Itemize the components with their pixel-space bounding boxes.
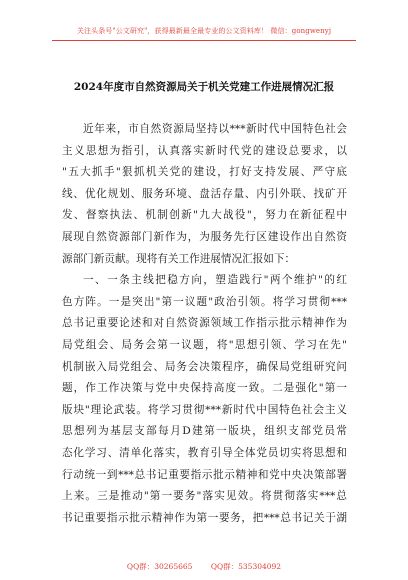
footer-contact (0, 561, 408, 572)
body-line: 局党组会、局务会第一议题，将"思想引领、学习在先" (62, 338, 347, 351)
body-line: 展现自然资源部门新作为，为服务先行区建设作出自然资 (62, 230, 347, 243)
body-line: 上来。三是推动"第一要务"落实见效。将贯彻落实***总 (62, 490, 347, 503)
body-line: 一、一条主线把稳方向，塑造践行"两个维护"的红 (83, 274, 347, 287)
document-title: 2024年度市自然资源局关于机关党建工作进展情况汇报 (73, 81, 335, 93)
body-line: 总书记重要论述和对自然资源领域工作指示批示精神作为 (62, 317, 347, 330)
body-line: 态化学习、清单化落实，教育引导全体党员切实将思想和 (62, 446, 347, 459)
qq-group-2 (211, 562, 281, 571)
body-line: 版块"理论武装。将学习贯彻***新时代中国特色社会主义 (62, 403, 347, 416)
qq-group-1 (127, 562, 193, 571)
document-body (62, 119, 347, 529)
body-line: 发、督察执法、机制创新"九大战役"，努力在新征程中 (62, 209, 347, 222)
qq-label: QQ群： (126, 562, 155, 571)
body-line: "五大抓手"狠抓机关党的建设，打好支持发展、严守底 (62, 166, 347, 179)
body-line: 色方阵。一是突出"第一议题"政治引领。将学习贯彻*** (62, 295, 347, 308)
body-line: 主义思想为指引，认真落实新时代党的建设总要求，以 (62, 144, 347, 157)
body-line: 近年来，市自然资源局坚持以***新时代中国特色社会 (83, 123, 347, 135)
body-line: 机制嵌入局党组会、局务会决策程序，确保局党组研究问 (62, 360, 347, 373)
qq-number: 535304092 (238, 562, 282, 571)
body-line: 书记重要指示批示精神作为第一要务，把***总书记关于湖 (62, 511, 347, 524)
header-banner: 关注头条号"公文研究"，获得最新最全最专业的公文资料库！ 微信：gongwenyj (76, 27, 332, 35)
body-line: 源部门新贡献。现将有关工作进展情况汇报如下： (62, 252, 296, 265)
qq-label: QQ群： (210, 562, 239, 571)
qq-number: 30265665 (154, 562, 193, 571)
body-line: 行动统一到***总书记重要指示批示精神和党中央决策部署 (62, 468, 347, 481)
header-divider (52, 40, 356, 41)
body-line: 题，作工作决策与党中央保持高度一致。二是强化"第一 (62, 382, 347, 395)
body-line: 思想列为基层支部每月D建第一版块，组织支部党员常 (62, 425, 347, 438)
body-line: 线、优化规划、服务环境、盘活存量、内引外联、找矿开 (62, 187, 347, 200)
